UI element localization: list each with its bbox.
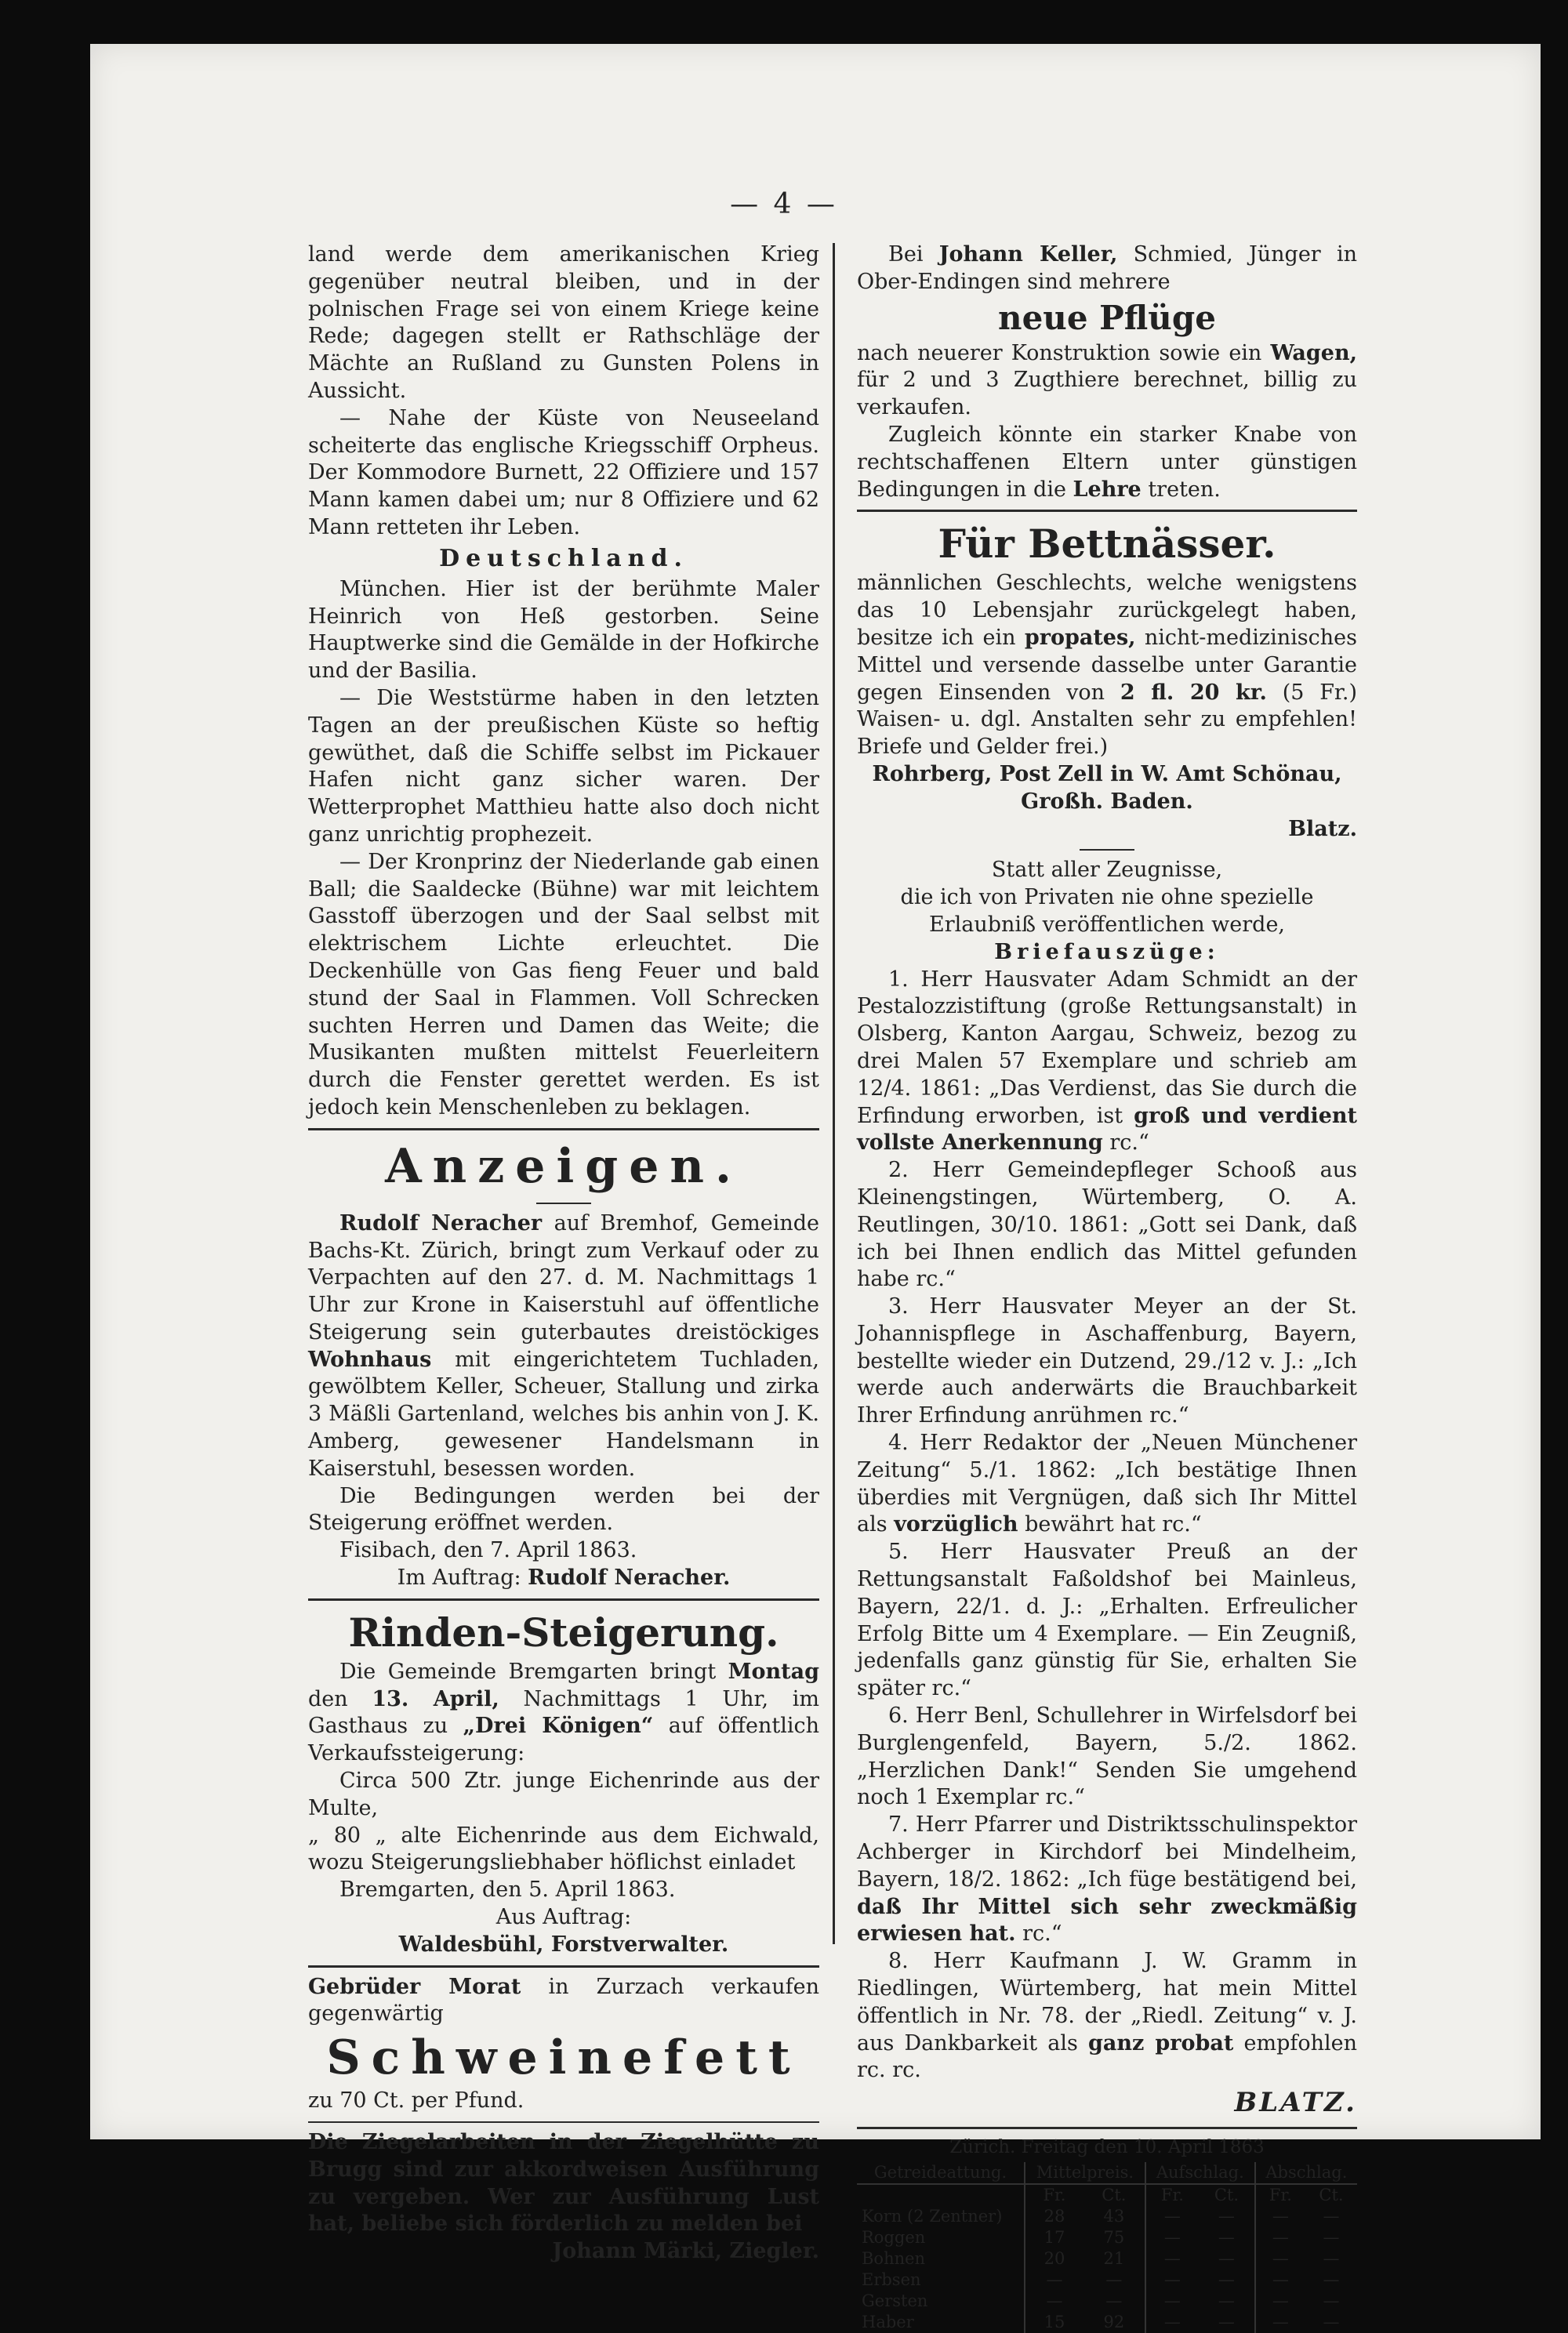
paragraph: — Der Kronprinz der Niederlande gab einen Ball; die Saaldecke (Bühne) war mit leichtem Gasstoff überzogen und der Saal selbst mit elektrischem Lichte erleuchtet. Die Deckenhülle von Gas fieng Feuer und bald stund der Saal in Flammen. Voll Schrecken suchten Herren und Damen das Weite; die Musikanten mußten mittelst Feuerleitern durch die Fenster gerettet werden. Es ist jedoch kein Menschenleben zu beklagen. (308, 849, 819, 1119)
table-row (857, 2312, 1357, 2333)
table-cell: — (1163, 2313, 1181, 2332)
ad-rinden: Die Gemeinde Bremgarten bringt Montag den 13. April, Nachmittags 1 Uhr, im Gasthaus zu „Drei Königen“ auf öffentlich Verkaufssteigerung: (308, 1659, 820, 1766)
table-cell-grain: Korn (2 Zentner) (857, 2206, 1025, 2227)
table-header: Aufschlag. (1145, 2162, 1255, 2184)
table-cell: — (1272, 2228, 1289, 2248)
table-subheader: Fr. (1043, 2186, 1066, 2205)
heading-schweinefett: Schweinefett (326, 2030, 801, 2086)
table-cell: — (1199, 2270, 1255, 2291)
table-subheader: Fr. (1160, 2186, 1184, 2205)
table-body (857, 2206, 1357, 2333)
letter-excerpt: 5. Herr Hausvater Preuß an der Rettungsanstalt Faßoldshof bei Mainleus, Bayern, 22/1. d. J.: „Erhalten. Erfreulicher Erfolg Bitte um 4 Exemplare. — Ein Zeugniß, jedenfalls ganz günstig für Sie, erhalten Sie später rc.“ (857, 1540, 1357, 1701)
letter-excerpt: 3. Herr Hausvater Meyer an der St. Johannispflege in Aschaffenburg, Bayern, bestellte wieder ein Dutzend, 29./12 v. J.: „Ich werde auch anderwärts die Brauchbarkeit Ihrer Erfindung anrühmen rc.“ (857, 1294, 1357, 1428)
divider (857, 2127, 1357, 2129)
table-cell: — (1199, 2291, 1255, 2312)
table-row (857, 2248, 1357, 2270)
table-cell: — (1163, 2270, 1181, 2290)
divider (857, 510, 1357, 512)
table-row (857, 2291, 1357, 2312)
ad-bettnaesser: männlichen Geschlechts, welche wenigstens das 10 Lebensjahr zurückgelegt haben, besitze ich ein propates, nicht-medizinisches Mittel und versende dasselbe unter Garantie gegen Einsenden von 2 fl. 20 kr. (5 Fr.) Waisen- u. dgl. Anstalten sehr zu empfehlen! Briefe und Gelder frei.) (857, 571, 1357, 760)
table-cell: — (1323, 2291, 1340, 2311)
ad-place-date: Bremgarten, den 5. April 1863. (339, 1878, 676, 1903)
ad-place-date: Fisibach, den 7. April 1863. (339, 1538, 637, 1563)
table-cell: — (1199, 2312, 1255, 2333)
ad-morat: Gebrüder Morat in Zurzach verkaufen gegenwärtig (308, 1974, 819, 2026)
table-row (857, 2227, 1357, 2248)
subheading-zeugnisse: die ich von Privaten nie ohne spezielle Erlaubniß veröffentlichen werde, (900, 885, 1314, 937)
table-cell: — (1272, 2313, 1289, 2332)
heading-bettnaesser: Für Bettnässer. (938, 521, 1276, 568)
table-cell: 43 (1083, 2206, 1145, 2227)
table-cell-grain: Erbsen (857, 2270, 1025, 2291)
table-cell: — (1163, 2249, 1181, 2269)
table-cell: — (1272, 2270, 1289, 2290)
table-cell: — (1163, 2291, 1181, 2311)
letter-excerpt: 4. Herr Redaktor der „Neuen Münchener Zeitung“ 5./1. 1862: „Ich bestätige Ihnen überdies mit Vergnügen, daß sich Ihr Mittel als vorzüglich bewährt hat rc.“ (857, 1431, 1357, 1537)
ad-wohnhaus: Rudolf Neracher auf Bremhof, Gemeinde Bachs-Kt. Zürich, bringt zum Verkauf oder zu Verpachten auf den 27. d. M. Nachmittags 1 Uhr zur Krone in Kaiserstuhl auf öffentliche Steigerung sein guterbautes dreistöckiges Wohnhaus mit eingerichtetem Tuchladen, gewölbtem Keller, Scheuer, Stallung und zirka 3 Mäßli Gartenland, welches bis anhin von J. K. Amberg, gewesener Handelsmann in Kaiserstuhl, besessen worden. (308, 1210, 819, 1481)
page-number: — 4 — (730, 188, 838, 220)
table-cell-grain: Haber (857, 2312, 1025, 2333)
table-subheader: Fr. (1269, 2186, 1292, 2205)
table-cell: — (1323, 2249, 1340, 2269)
table-cell: — (1323, 2270, 1340, 2290)
table-cell: — (1272, 2249, 1289, 2269)
table-cell: 17 (1044, 2228, 1065, 2248)
table-cell-grain: Bohnen (857, 2248, 1025, 2270)
table-row (857, 2206, 1357, 2227)
table-cell-grain: Roggen (857, 2227, 1025, 2248)
divider (536, 1203, 591, 1204)
ad-address: Rohrberg, Post Zell in W. Amt Schönau, (872, 761, 1342, 786)
table-subheader: Ct. (1083, 2184, 1145, 2206)
divider (308, 2121, 819, 2123)
column-divider (833, 243, 835, 1944)
letter-excerpt: 1. Herr Hausvater Adam Schmidt an der Pestalozzistiftung (große Rettungsanstalt) in Olsberg, Kanton Aargau, Schweiz, bezog zu drei Malen 57 Exemplare und schrieb am 12/4. 1861: „Das Verdienst, das Sie durch die Erfindung erworben, ist groß und verdient vollste Anerkennung rc.“ (857, 967, 1357, 1156)
ad-signature: Im Auftrag: Rudolf Neracher. (397, 1566, 731, 1591)
market-report-title: Zürich. Freitag den 10. April 1863 (949, 2137, 1265, 2158)
right-column (857, 241, 1357, 2333)
ad-signature: Aus Auftrag: (495, 1905, 632, 1930)
divider (308, 1128, 819, 1130)
table-cell: — (1163, 2228, 1181, 2248)
table-cell: — (1199, 2227, 1255, 2248)
table-cell: — (1272, 2207, 1289, 2226)
letter-excerpt: 6. Herr Benl, Schullehrer in Wirfelsdorf bei Burglengenfeld, Bayern, 5./2. 1862. „Herzlichen Dank!“ Senden Sie umgehend noch 1 Exemplar rc.“ (857, 1703, 1357, 1810)
table-cell: 28 (1044, 2207, 1065, 2226)
ad-signature-blatz: BLATZ. (1234, 2087, 1357, 2119)
table-cell: — (1163, 2207, 1181, 2226)
ad-signature: Blatz. (1288, 816, 1357, 841)
table-cell: — (1199, 2248, 1255, 2270)
section-heading-anzeigen: Anzeigen. (385, 1138, 742, 1194)
paragraph: land werde dem amerikanischen Krieg gegenüber neutral bleiben, und in der polnischen Frage sei von einem Kriege keine Rede; dagegen stellt er Rathschläge der Mächte an Rußland zu Gunsten Polens in Aussicht. (308, 242, 819, 403)
divider (308, 1965, 819, 1968)
table-subheader-row (857, 2184, 1357, 2206)
ad-keller: Bei Johann Keller, Schmied, Jünger in Ober-Endingen sind mehrere (857, 242, 1357, 294)
table-cell: — (1046, 2291, 1063, 2311)
letter-excerpt: 7. Herr Pfarrer und Distriktsschulinspektor Achberger in Kirchdorf bei Mindelheim, Bayern, 18/2. 1862: „Ich füge bestätigend bei, daß Ihr Mittel sich sehr zweckmäßig erwiesen hat. rc.“ (857, 1812, 1357, 1947)
table-subheader: Ct. (1199, 2184, 1255, 2206)
paragraph: — Die Weststürme haben in den letzten Tagen an der preußischen Küste so heftig gewüthet, daß die Schiffe selbst im Pickauer Hafen nicht ganz sicher waren. Der Wetterprophet Matthieu hatte also doch nicht ganz unrichtig prophezeit. (308, 685, 819, 847)
table-cell: — (1083, 2270, 1145, 2291)
paragraph: München. Hier ist der berühmte Maler Heinrich von Heß gestorben. Seine Hauptwerke sind die Gemälde in der Hofkirche und der Basilia. (308, 576, 819, 684)
table-subheader: Ct. (1319, 2186, 1344, 2205)
grain-price-table (857, 2162, 1357, 2333)
paragraph: nach neuerer Konstruktion sowie ein Wagen, für 2 und 3 Zugthiere berechnet, billig zu verkaufen. (857, 340, 1357, 420)
table-cell: — (1323, 2228, 1340, 2248)
divider (1080, 849, 1134, 851)
heading-briefauszuege: Briefauszüge: (994, 939, 1220, 964)
letter-excerpt: 2. Herr Gemeindepfleger Schooß aus Kleinengstingen, Würtemberg, O. A. Reutlingen, 30/10. 1861: „Gott sei Dank, daß ich bei Ihnen endlich das Mittel gefunden habe rc.“ (857, 1158, 1357, 1292)
table-cell: — (1046, 2270, 1063, 2290)
table-cell: 92 (1083, 2312, 1145, 2333)
heading-rinden-steigerung: Rinden-Steigerung. (348, 1609, 779, 1656)
table-header: Mittelpreis. (1025, 2162, 1145, 2184)
paragraph: Circa 500 Ztr. junge Eichenrinde aus der Multe, (308, 1769, 819, 1820)
ad-ziegelarbeiten: Die Ziegelarbeiten in der Ziegelhütte zu Brugg sind zur akkordweisen Ausführung zu vergeben. Wer zur Ausführung Lust hat, beliebe sich förderlich zu melden bei (308, 2130, 819, 2237)
divider (308, 1598, 819, 1601)
paragraph: — Nahe der Küste von Neuseeland scheiterte das englische Kriegsschiff Orpheus. Der Kommodore Burnett, 22 Offiziere und 157 Mann kamen dabei um; nur 8 Offiziere und 62 Mann retteten ihr Leben. (308, 405, 819, 539)
table-cell: — (1199, 2206, 1255, 2227)
letter-excerpt: 8. Herr Kaufmann J. W. Gramm in Riedlingen, Würtemberg, hat mein Mittel öffentlich in Nr. 78. der „Riedl. Zeitung“ v. J. aus Dankbarkeit als ganz probat empfohlen rc. rc. (857, 1949, 1357, 2083)
table-header-row (857, 2162, 1357, 2184)
table-header: Abschlag. (1255, 2162, 1357, 2184)
ad-signature: Waldesbühl, Forstverwalter. (398, 1932, 729, 1957)
table-cell: 21 (1083, 2248, 1145, 2270)
table-cell-grain: Gersten (857, 2291, 1025, 2312)
table-cell: — (1272, 2291, 1289, 2311)
paragraph: „ 80 „ alte Eichenrinde aus dem Eichwald, wozu Steigerungsliebhaber höflichst einladet (308, 1823, 819, 1875)
ad-signature: Johann Märki, Ziegler. (552, 2239, 819, 2264)
table-cell: — (1323, 2207, 1340, 2226)
table-cell: 20 (1044, 2249, 1065, 2269)
table-header: Getreideattung. (857, 2162, 1025, 2184)
heading-zeugnisse: Statt aller Zeugnisse, (991, 858, 1223, 883)
table-cell: 75 (1083, 2227, 1145, 2248)
ad-price: zu 70 Ct. per Pfund. (308, 2088, 524, 2113)
paragraph: Die Bedingungen werden bei der Steigerung eröffnet werden. (308, 1483, 819, 1536)
ad-name: Rudolf Neracher (339, 1210, 543, 1235)
table-row (857, 2270, 1357, 2291)
section-heading-deutschland: Deutschland. (439, 544, 688, 572)
paragraph: Zugleich könnte ein starker Knabe von rechtschaffenen Eltern unter günstigen Bedingungen in die Lehre treten. (857, 422, 1357, 502)
table-cell: 15 (1044, 2313, 1065, 2332)
left-column (308, 241, 819, 2266)
table-cell: — (1083, 2291, 1145, 2312)
ad-address: Großh. Baden. (1021, 789, 1193, 814)
heading-neue-pfluege: neue Pflüge (998, 298, 1216, 337)
table-cell: — (1323, 2313, 1340, 2332)
